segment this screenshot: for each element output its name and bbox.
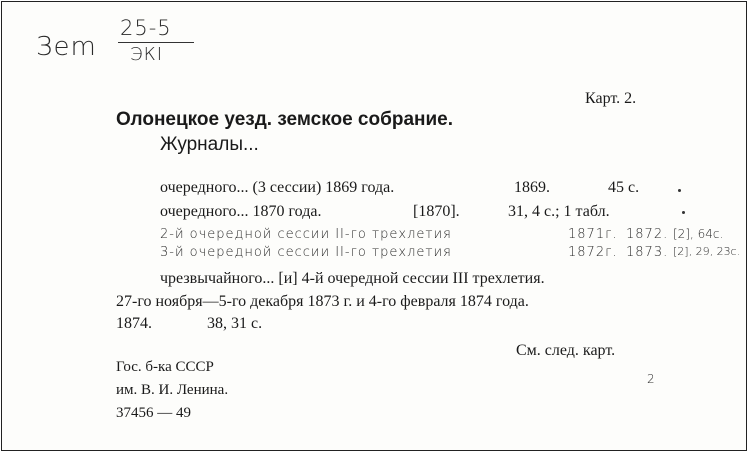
shelf-fraction-top: 25-5: [120, 16, 172, 40]
entry-1-text: очередного... (3 сессии) 1869 года.: [160, 179, 395, 196]
handwritten-entry-2-pages: [2], 29, 23с.: [673, 245, 741, 258]
mark-dot: [678, 189, 681, 192]
record-title: Олонецкое уезд. земское собрание.: [116, 109, 454, 130]
handwritten-entry-1-pages: [2], 64с.: [673, 227, 724, 241]
shelf-fraction-line: [118, 42, 194, 43]
handwritten-entry-1-text: 2-й очередной сессии ІІ-го трехлетия: [160, 227, 452, 242]
extraordinary-line-2: 27-го ноября—5-го декабря 1873 г. и 4-го февраля 1874 года.: [116, 293, 529, 310]
see-next-card: См. след. карт.: [516, 342, 616, 359]
library-dedication: им. В. И. Ленина.: [116, 382, 229, 398]
extraordinary-line-1: чрезвычайного... [и] 4-й очередной сессии III трехлетия.: [160, 270, 545, 287]
card-number: Карт. 2.: [585, 90, 637, 107]
record-subtitle: Журналы...: [160, 134, 259, 155]
handwritten-entry-2-year2: 1873.: [626, 245, 669, 260]
entry-2-pages: 31, 4 с.; 1 табл.: [508, 203, 610, 220]
handwritten-entry-1-year: 1871г.: [568, 227, 618, 242]
page-mark: 2: [647, 372, 656, 386]
catalog-card: [1, 1, 747, 451]
handwritten-entry-1-year2: 1872.: [626, 227, 669, 242]
extraordinary-pages: 38, 31 с.: [207, 315, 263, 332]
library-accession: 37456 — 49: [116, 405, 191, 421]
handwritten-entry-2-text: 3-й очередной сессии ІІ-го трехлетия: [160, 245, 452, 260]
mark-dot: [682, 211, 685, 214]
entry-1-pages: 45 с.: [608, 179, 640, 196]
entry-2-text: очередного... 1870 года.: [160, 203, 322, 220]
shelf-prefix: Зem: [36, 32, 97, 62]
shelf-fraction-bottom: ЭКІ: [130, 44, 164, 65]
entry-2-year: [1870].: [413, 203, 460, 220]
extraordinary-year: 1874.: [116, 315, 152, 332]
handwritten-entry-2-year: 1872г.: [568, 245, 618, 260]
entry-1-year: 1869.: [514, 179, 550, 196]
library-name: Гос. б-ка СССР: [116, 359, 214, 375]
